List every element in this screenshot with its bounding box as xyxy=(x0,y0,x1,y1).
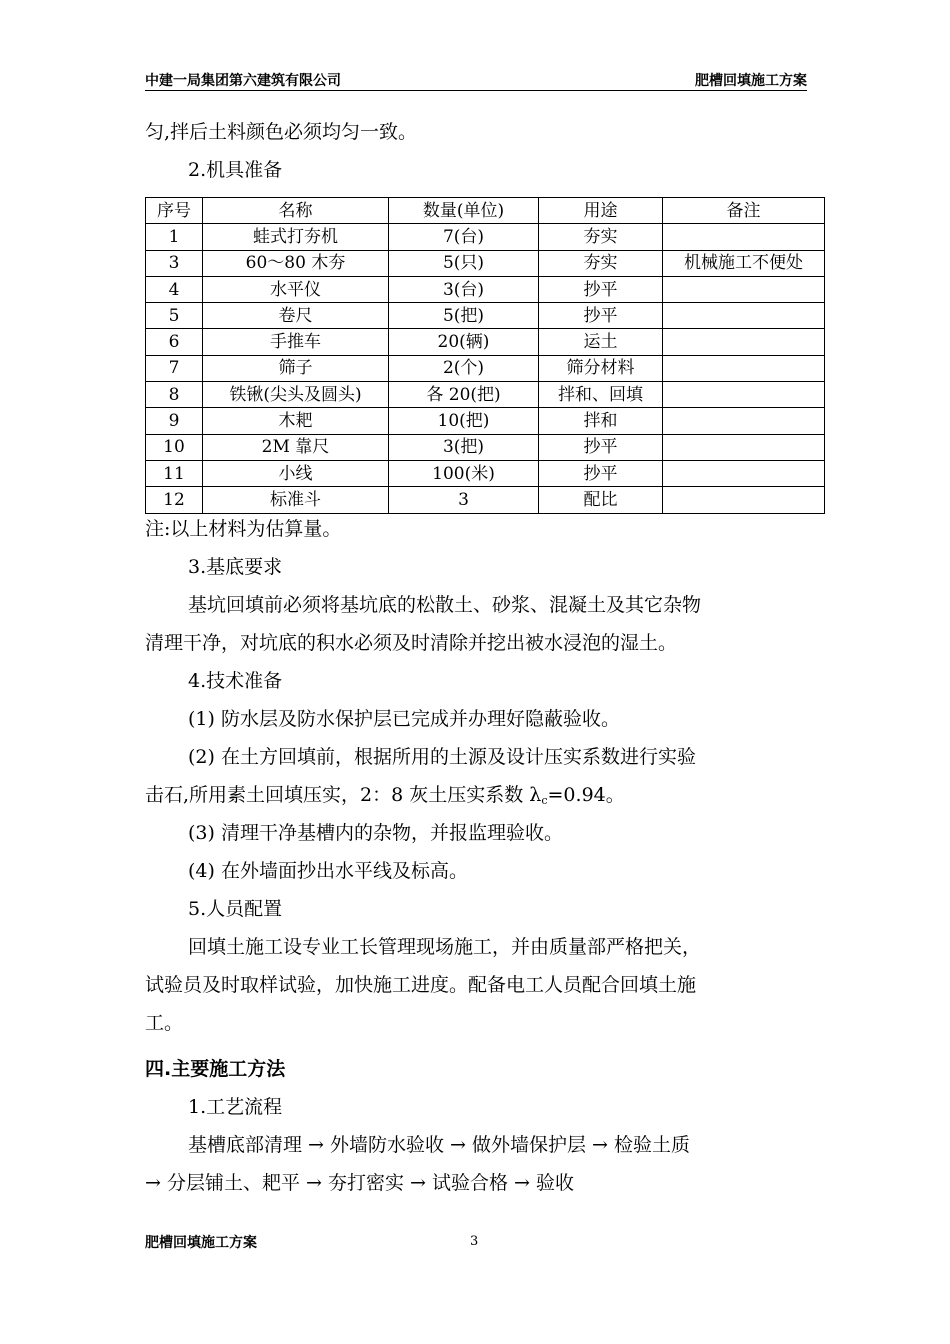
table-cell xyxy=(663,355,825,381)
section-3-title: 3.基底要求 xyxy=(188,556,283,578)
table-note: 注:以上材料为估算量。 xyxy=(145,518,342,540)
table-cell: 10(把) xyxy=(389,408,539,434)
table-cell: 抄平 xyxy=(539,460,663,486)
section-4-item-2-line-1: (2) 在土方回填前，根据所用的土源及设计压实系数进行实验 xyxy=(188,746,696,768)
process-flow-line-1: 基槽底部清理 → 外墙防水验收 → 做外墙保护层 → 检验土质 xyxy=(188,1134,690,1156)
process-flow-title: 1.工艺流程 xyxy=(188,1096,283,1118)
table-cell: 5 xyxy=(146,303,203,329)
table-cell: 6 xyxy=(146,329,203,355)
table-cell: 水平仪 xyxy=(203,276,389,302)
table-cell: 铁锹(尖头及圆头) xyxy=(203,382,389,408)
section-4-title: 4.技术准备 xyxy=(188,670,283,692)
table-row xyxy=(146,329,825,355)
table-cell: 配比 xyxy=(539,487,663,513)
table-row xyxy=(146,224,825,250)
table-cell: 5(把) xyxy=(389,303,539,329)
section-3-paragraph-line-1: 基坑回填前必须将基坑底的松散土、砂浆、混凝土及其它杂物 xyxy=(188,594,702,616)
section-4-item-1: (1) 防水层及防水保护层已完成并办理好隐蔽验收。 xyxy=(188,708,620,730)
table-cell: 抄平 xyxy=(539,303,663,329)
table-cell: 3 xyxy=(389,487,539,513)
table-cell: 筛子 xyxy=(203,355,389,381)
item-2-text-post: =0.94。 xyxy=(547,784,625,806)
table-cell: 4 xyxy=(146,276,203,302)
table-cell xyxy=(663,224,825,250)
table-cell xyxy=(663,276,825,302)
header-rule xyxy=(145,90,807,91)
table-cell: 2(个) xyxy=(389,355,539,381)
table-cell: 手推车 xyxy=(203,329,389,355)
table-cell: 10 xyxy=(146,434,203,460)
section-5-paragraph-line-2: 试验员及时取样试验，加快施工进度。配备电工人员配合回填土施 xyxy=(145,974,697,996)
table-cell: 8 xyxy=(146,382,203,408)
table-row xyxy=(146,408,825,434)
table-row xyxy=(146,460,825,486)
table-cell xyxy=(663,434,825,460)
table-cell xyxy=(663,408,825,434)
table-cell: 12 xyxy=(146,487,203,513)
section-3-paragraph-line-2: 清理干净，对坑底的积水必须及时清除并挖出被水浸泡的湿土。 xyxy=(145,632,678,654)
table-cell: 7(台) xyxy=(389,224,539,250)
lambda-subscript: c xyxy=(541,794,548,807)
table-cell: 11 xyxy=(146,460,203,486)
table-cell: 1 xyxy=(146,224,203,250)
table-cell xyxy=(663,329,825,355)
footer-title: 肥槽回填施工方案 xyxy=(145,1235,257,1251)
section-5-paragraph-line-3: 工。 xyxy=(145,1012,184,1034)
table-header-cell: 用途 xyxy=(539,198,663,224)
table-header-cell: 备注 xyxy=(663,198,825,224)
table-cell: 小线 xyxy=(203,460,389,486)
table-cell: 木耙 xyxy=(203,408,389,434)
table-cell: 5(只) xyxy=(389,250,539,276)
table-header-cell: 数量(单位) xyxy=(389,198,539,224)
table-cell: 夯实 xyxy=(539,250,663,276)
table-cell: 拌和 xyxy=(539,408,663,434)
section-4-item-2-line-2 xyxy=(145,782,625,814)
table-cell xyxy=(663,487,825,513)
section-2-title: 2.机具准备 xyxy=(188,159,283,181)
section-4-item-3: (3) 清理干净基槽内的杂物，并报监理验收。 xyxy=(188,822,563,844)
table-row xyxy=(146,250,825,276)
page-number: 3 xyxy=(470,1234,479,1249)
header-company: 中建一局集团第六建筑有限公司 xyxy=(145,73,341,89)
table-header-cell: 名称 xyxy=(203,198,389,224)
table-row xyxy=(146,434,825,460)
table-cell: 标准斗 xyxy=(203,487,389,513)
table-cell: 3(台) xyxy=(389,276,539,302)
table-cell: 抄平 xyxy=(539,276,663,302)
section-5-title: 5.人员配置 xyxy=(188,898,283,920)
intro-line: 匀,拌后土料颜色必须均匀一致。 xyxy=(145,121,418,143)
table-cell: 3(把) xyxy=(389,434,539,460)
chapter-4-title: 四.主要施工方法 xyxy=(145,1058,286,1080)
table-row xyxy=(146,355,825,381)
table-cell: 运土 xyxy=(539,329,663,355)
table-row xyxy=(146,276,825,302)
table-row xyxy=(146,303,825,329)
table-cell: 3 xyxy=(146,250,203,276)
section-5-paragraph-line-1: 回填土施工设专业工长管理现场施工，并由质量部严格把关， xyxy=(188,936,702,958)
table-cell: 夯实 xyxy=(539,224,663,250)
table-cell: 2M 靠尺 xyxy=(203,434,389,460)
table-cell: 抄平 xyxy=(539,434,663,460)
table-row xyxy=(146,487,825,513)
table-cell: 7 xyxy=(146,355,203,381)
table-header-cell: 序号 xyxy=(146,198,203,224)
table-cell: 9 xyxy=(146,408,203,434)
section-4-item-4: (4) 在外墙面抄出水平线及标高。 xyxy=(188,860,468,882)
page-header xyxy=(145,70,807,90)
table-cell: 机械施工不便处 xyxy=(663,250,825,276)
table-cell: 60～80 木夯 xyxy=(203,250,389,276)
table-cell xyxy=(663,382,825,408)
table-cell: 拌和、回填 xyxy=(539,382,663,408)
equipment-table xyxy=(145,197,825,514)
table-cell: 20(辆) xyxy=(389,329,539,355)
table-row xyxy=(146,382,825,408)
item-2-text-pre: 击石,所用素土回填压实，2：8 灰土压实系数 λ xyxy=(145,784,542,806)
table-cell xyxy=(663,303,825,329)
table-cell: 筛分材料 xyxy=(539,355,663,381)
table-cell: 100(米) xyxy=(389,460,539,486)
table-header-row xyxy=(146,198,825,224)
table-cell: 蛙式打夯机 xyxy=(203,224,389,250)
process-flow-line-2: → 分层铺土、耙平 → 夯打密实 → 试验合格 → 验收 xyxy=(145,1172,574,1194)
table-cell: 各 20(把) xyxy=(389,382,539,408)
table-cell xyxy=(663,460,825,486)
table-cell: 卷尺 xyxy=(203,303,389,329)
header-doc-title: 肥槽回填施工方案 xyxy=(695,73,807,89)
